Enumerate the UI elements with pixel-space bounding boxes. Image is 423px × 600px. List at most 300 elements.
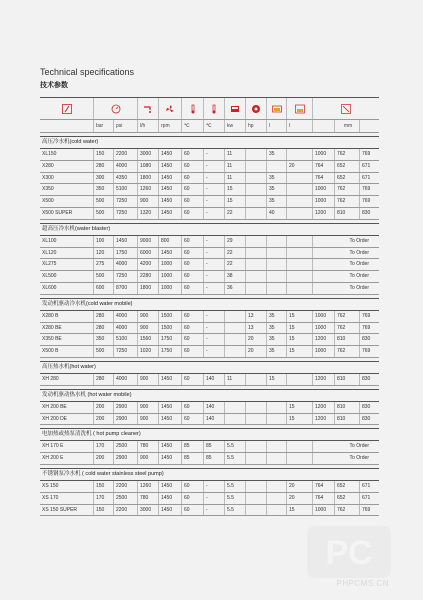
- pressure-gauge-icon: [93, 98, 137, 119]
- section-title: 超高压冷水机(water blaster): [40, 223, 379, 236]
- value-cell: To Order: [312, 453, 379, 464]
- value-cell: 7250: [113, 208, 137, 219]
- value-cell: 762: [334, 184, 359, 195]
- value-cell: 830: [359, 374, 379, 385]
- model-cell: X280: [42, 162, 54, 169]
- value-cell: 2200: [113, 505, 137, 516]
- value-cell: 200: [93, 453, 113, 464]
- value-cell: 769: [359, 184, 379, 195]
- value-cell: 60: [181, 283, 203, 294]
- value-cell: 2500: [113, 441, 137, 452]
- value-cell: 275: [93, 259, 113, 270]
- value-cell: 764: [312, 173, 334, 184]
- value-cell: [286, 149, 312, 160]
- oil-can-icon: [286, 98, 312, 119]
- value-cell: -: [203, 173, 224, 184]
- model-cell: X350 BE: [42, 336, 62, 343]
- table-row: [40, 173, 379, 185]
- table-row: [40, 414, 379, 426]
- value-cell: To Order: [312, 271, 379, 282]
- unit-cell: l: [266, 120, 286, 132]
- model-cell: XL600: [42, 284, 57, 291]
- value-cell: 2280: [137, 271, 158, 282]
- value-cell: 671: [359, 161, 379, 172]
- value-cell: 762: [334, 505, 359, 516]
- value-cell: 35: [266, 196, 286, 207]
- value-cell: 60: [181, 248, 203, 259]
- value-cell: -: [203, 236, 224, 247]
- value-cell: 900: [137, 196, 158, 207]
- value-cell: 810: [334, 208, 359, 219]
- table-row: [40, 441, 379, 453]
- value-cell: [224, 402, 245, 413]
- value-cell: 1000: [312, 311, 334, 322]
- section-title: 高压热水机(hot water): [40, 361, 379, 374]
- value-cell: 500: [93, 208, 113, 219]
- table-row: [40, 248, 379, 260]
- value-cell: [286, 453, 312, 464]
- unit-cell: [312, 120, 334, 132]
- table-row: [40, 271, 379, 283]
- value-cell: 85: [181, 441, 203, 452]
- model-cell: XS 150 SUPER: [42, 506, 78, 513]
- value-cell: 60: [181, 173, 203, 184]
- value-cell: 1450: [158, 414, 181, 425]
- model-cell: XL275: [42, 261, 57, 268]
- model-cell: X300: [42, 174, 54, 181]
- value-cell: 500: [93, 196, 113, 207]
- value-cell: 2500: [113, 493, 137, 504]
- value-cell: [224, 323, 245, 334]
- value-cell: [224, 334, 245, 345]
- value-cell: 1450: [158, 493, 181, 504]
- value-cell: [286, 173, 312, 184]
- value-cell: 60: [181, 334, 203, 345]
- value-cell: [266, 248, 286, 259]
- model-cell: XL100: [42, 237, 57, 244]
- pencil-icon: [40, 98, 93, 119]
- value-cell: 15: [286, 334, 312, 345]
- value-cell: -: [203, 248, 224, 259]
- value-cell: 1200: [312, 334, 334, 345]
- value-cell: 60: [181, 208, 203, 219]
- value-cell: 1450: [158, 481, 181, 492]
- value-cell: [224, 346, 245, 357]
- unit-cell: rpm: [158, 120, 181, 132]
- table-row: [40, 334, 379, 346]
- table-row: [40, 283, 379, 295]
- value-cell: [286, 441, 312, 452]
- value-cell: 800: [158, 236, 181, 247]
- value-cell: [245, 402, 266, 413]
- value-cell: [245, 236, 266, 247]
- value-cell: -: [203, 271, 224, 282]
- value-cell: 900: [137, 453, 158, 464]
- value-cell: 15: [286, 505, 312, 516]
- value-cell: 1750: [158, 334, 181, 345]
- value-cell: [286, 374, 312, 385]
- value-cell: 762: [334, 346, 359, 357]
- section-title: 发动机驱动热水机 (hot water mobile): [40, 389, 379, 402]
- value-cell: 671: [359, 481, 379, 492]
- unit-cell: ℃: [203, 120, 224, 132]
- value-cell: 769: [359, 196, 379, 207]
- value-cell: 1450: [158, 208, 181, 219]
- value-cell: 60: [181, 236, 203, 247]
- value-cell: -: [203, 323, 224, 334]
- table-row: [40, 374, 379, 386]
- value-cell: 8700: [113, 283, 137, 294]
- value-cell: [266, 259, 286, 270]
- table-row: [40, 346, 379, 358]
- unit-cell: kw: [224, 120, 245, 132]
- watermark-logo: [305, 524, 393, 580]
- watermark-text: PHPCMS.CN: [336, 579, 389, 588]
- table-row: [40, 481, 379, 493]
- value-cell: 1200: [312, 414, 334, 425]
- value-cell: -: [203, 161, 224, 172]
- model-cell: XL120: [42, 249, 57, 256]
- value-cell: 3000: [137, 505, 158, 516]
- model-cell: XL500: [42, 273, 57, 280]
- value-cell: 652: [334, 493, 359, 504]
- unit-cell: mm: [334, 120, 359, 132]
- value-cell: [266, 414, 286, 425]
- value-cell: 500: [93, 346, 113, 357]
- motor-icon: [224, 98, 245, 119]
- value-cell: 350: [93, 184, 113, 195]
- unit-cell: [40, 120, 93, 132]
- value-cell: 810: [334, 414, 359, 425]
- value-cell: 20: [245, 334, 266, 345]
- value-cell: 769: [359, 311, 379, 322]
- value-cell: 150: [93, 149, 113, 160]
- value-cell: 300: [93, 173, 113, 184]
- value-cell: [266, 453, 286, 464]
- value-cell: -: [203, 481, 224, 492]
- value-cell: 350: [93, 334, 113, 345]
- value-cell: 1000: [312, 323, 334, 334]
- value-cell: [286, 259, 312, 270]
- value-cell: 29: [224, 236, 245, 247]
- value-cell: [266, 161, 286, 172]
- model-cell: XH 170 E: [42, 443, 64, 450]
- value-cell: 830: [359, 414, 379, 425]
- value-cell: 5.5: [224, 493, 245, 504]
- value-cell: 5100: [113, 184, 137, 195]
- value-cell: 1450: [158, 248, 181, 259]
- value-cell: 810: [334, 334, 359, 345]
- value-cell: 60: [181, 481, 203, 492]
- value-cell: -: [203, 505, 224, 516]
- value-cell: 60: [181, 505, 203, 516]
- value-cell: 60: [181, 493, 203, 504]
- value-cell: 85: [203, 453, 224, 464]
- value-cell: 13: [245, 311, 266, 322]
- value-cell: 900: [137, 323, 158, 334]
- value-cell: 60: [181, 311, 203, 322]
- value-cell: 1450: [158, 374, 181, 385]
- value-cell: To Order: [312, 283, 379, 294]
- value-cell: 40: [266, 208, 286, 219]
- value-cell: 15: [286, 311, 312, 322]
- value-cell: [286, 184, 312, 195]
- value-cell: 280: [93, 374, 113, 385]
- value-cell: 1450: [158, 453, 181, 464]
- value-cell: 15: [224, 196, 245, 207]
- value-cell: [245, 149, 266, 160]
- value-cell: 4000: [113, 161, 137, 172]
- value-cell: 35: [266, 346, 286, 357]
- value-cell: 20: [286, 493, 312, 504]
- value-cell: To Order: [312, 441, 379, 452]
- value-cell: 7250: [113, 346, 137, 357]
- value-cell: 2200: [113, 481, 137, 492]
- value-cell: 140: [203, 374, 224, 385]
- value-cell: To Order: [312, 248, 379, 259]
- value-cell: 769: [359, 505, 379, 516]
- table-row: [40, 259, 379, 271]
- value-cell: 830: [359, 208, 379, 219]
- value-cell: 170: [93, 441, 113, 452]
- value-cell: To Order: [312, 259, 379, 270]
- section-title: 电加热或热泵清洗机 ( hot pump cleaner): [40, 428, 379, 441]
- value-cell: 120: [93, 248, 113, 259]
- value-cell: 1000: [312, 346, 334, 357]
- value-cell: [245, 481, 266, 492]
- value-cell: [286, 196, 312, 207]
- value-cell: [286, 208, 312, 219]
- value-cell: 60: [181, 346, 203, 357]
- value-cell: 762: [334, 149, 359, 160]
- sections-container: [40, 133, 379, 516]
- value-cell: 652: [334, 481, 359, 492]
- value-cell: 1560: [137, 334, 158, 345]
- value-cell: 2900: [113, 414, 137, 425]
- dimensions-icon: [312, 98, 379, 119]
- value-cell: 1320: [137, 208, 158, 219]
- value-cell: [266, 493, 286, 504]
- value-cell: 60: [181, 149, 203, 160]
- value-cell: [245, 505, 266, 516]
- value-cell: 85: [181, 453, 203, 464]
- value-cell: 38: [224, 271, 245, 282]
- value-cell: 1260: [137, 481, 158, 492]
- value-cell: 140: [203, 414, 224, 425]
- title-chinese: 技术参数: [40, 82, 68, 89]
- unit-cell: bar: [93, 120, 113, 132]
- value-cell: 1750: [158, 346, 181, 357]
- value-cell: 5.5: [224, 481, 245, 492]
- value-cell: 35: [266, 184, 286, 195]
- table-row: [40, 505, 379, 517]
- value-cell: 1200: [312, 374, 334, 385]
- unit-cell: hp: [245, 120, 266, 132]
- value-cell: 4000: [113, 323, 137, 334]
- spec-table: [40, 97, 379, 516]
- value-cell: 1450: [158, 402, 181, 413]
- value-cell: [245, 196, 266, 207]
- value-cell: 810: [334, 402, 359, 413]
- value-cell: 140: [203, 402, 224, 413]
- value-cell: 5.5: [224, 453, 245, 464]
- value-cell: 2200: [113, 149, 137, 160]
- value-cell: 5.5: [224, 441, 245, 452]
- value-cell: [245, 453, 266, 464]
- value-cell: 1000: [312, 184, 334, 195]
- value-cell: -: [203, 283, 224, 294]
- value-cell: 15: [286, 323, 312, 334]
- value-cell: 60: [181, 184, 203, 195]
- value-cell: 4000: [113, 374, 137, 385]
- value-cell: 15: [266, 374, 286, 385]
- value-cell: 11: [224, 161, 245, 172]
- value-cell: 36: [224, 283, 245, 294]
- model-cell: XH 200 DE: [42, 415, 68, 422]
- value-cell: 1000: [158, 271, 181, 282]
- engine-icon: [245, 98, 266, 119]
- value-cell: 5.5: [224, 505, 245, 516]
- value-cell: 35: [266, 334, 286, 345]
- value-cell: 1750: [113, 248, 137, 259]
- value-cell: 60: [181, 402, 203, 413]
- value-cell: 13: [245, 323, 266, 334]
- value-cell: -: [203, 208, 224, 219]
- model-cell: XH 200 E: [42, 455, 64, 462]
- value-cell: 1450: [158, 161, 181, 172]
- value-cell: 15: [286, 402, 312, 413]
- value-cell: [245, 493, 266, 504]
- unit-header-row: [40, 120, 379, 133]
- value-cell: 1000: [158, 283, 181, 294]
- model-cell: X500: [42, 198, 54, 205]
- value-cell: -: [203, 259, 224, 270]
- value-cell: 780: [137, 441, 158, 452]
- model-cell: X280 BE: [42, 324, 62, 331]
- value-cell: 1450: [158, 184, 181, 195]
- icon-header-row: [40, 98, 379, 120]
- table-row: [40, 196, 379, 208]
- value-cell: 150: [93, 481, 113, 492]
- value-cell: 764: [312, 481, 334, 492]
- value-cell: 60: [181, 414, 203, 425]
- value-cell: 60: [181, 161, 203, 172]
- table-row: [40, 184, 379, 196]
- value-cell: 20: [245, 346, 266, 357]
- value-cell: 9000: [137, 236, 158, 247]
- value-cell: 1450: [158, 441, 181, 452]
- value-cell: 1450: [158, 173, 181, 184]
- unit-cell: psi: [113, 120, 137, 132]
- value-cell: 1200: [312, 402, 334, 413]
- value-cell: 900: [137, 374, 158, 385]
- value-cell: [245, 283, 266, 294]
- value-cell: [266, 441, 286, 452]
- value-cell: 1800: [137, 283, 158, 294]
- value-cell: 652: [334, 161, 359, 172]
- value-cell: [245, 161, 266, 172]
- value-cell: 35: [266, 173, 286, 184]
- thermometer-cold-icon: [203, 98, 224, 119]
- value-cell: 830: [359, 402, 379, 413]
- value-cell: 780: [137, 493, 158, 504]
- value-cell: 11: [224, 173, 245, 184]
- value-cell: 11: [224, 374, 245, 385]
- value-cell: -: [203, 311, 224, 322]
- value-cell: [245, 184, 266, 195]
- table-row: [40, 149, 379, 161]
- value-cell: 22: [224, 259, 245, 270]
- value-cell: -: [203, 184, 224, 195]
- value-cell: 762: [334, 323, 359, 334]
- value-cell: [286, 236, 312, 247]
- model-cell: X500 B: [42, 348, 59, 355]
- model-cell: X500 SUPER: [42, 209, 73, 216]
- value-cell: [245, 414, 266, 425]
- value-cell: 1000: [312, 196, 334, 207]
- unit-cell: l: [286, 120, 312, 132]
- value-cell: 150: [93, 505, 113, 516]
- water-tap-icon: [137, 98, 158, 119]
- model-cell: XH 200 BE: [42, 403, 67, 410]
- value-cell: 5100: [113, 334, 137, 345]
- value-cell: [266, 283, 286, 294]
- value-cell: 1800: [137, 173, 158, 184]
- value-cell: [266, 236, 286, 247]
- value-cell: [245, 374, 266, 385]
- value-cell: 2900: [113, 453, 137, 464]
- value-cell: 1500: [158, 311, 181, 322]
- model-cell: XH 280: [42, 375, 59, 382]
- table-row: [40, 402, 379, 414]
- value-cell: 7250: [113, 271, 137, 282]
- model-cell: X280 B: [42, 312, 59, 319]
- value-cell: 280: [93, 323, 113, 334]
- value-cell: -: [203, 196, 224, 207]
- section-title: 高压冷水机(cold water): [40, 136, 379, 149]
- table-row: [40, 208, 379, 220]
- value-cell: 6000: [137, 248, 158, 259]
- value-cell: 900: [137, 311, 158, 322]
- table-row: [40, 311, 379, 323]
- value-cell: 1500: [158, 323, 181, 334]
- value-cell: 60: [181, 323, 203, 334]
- value-cell: 85: [203, 441, 224, 452]
- value-cell: 652: [334, 173, 359, 184]
- value-cell: 4200: [137, 259, 158, 270]
- value-cell: 60: [181, 196, 203, 207]
- value-cell: 769: [359, 149, 379, 160]
- table-row: [40, 236, 379, 248]
- value-cell: [286, 271, 312, 282]
- value-cell: 170: [93, 493, 113, 504]
- value-cell: 1000: [312, 505, 334, 516]
- value-cell: 900: [137, 414, 158, 425]
- value-cell: 280: [93, 311, 113, 322]
- fan-icon: [158, 98, 181, 119]
- value-cell: [245, 271, 266, 282]
- value-cell: 810: [334, 374, 359, 385]
- value-cell: 764: [312, 493, 334, 504]
- title-english: Technical specifications: [40, 67, 135, 77]
- value-cell: 500: [93, 271, 113, 282]
- value-cell: [266, 505, 286, 516]
- value-cell: 764: [312, 161, 334, 172]
- value-cell: 671: [359, 173, 379, 184]
- value-cell: 60: [181, 271, 203, 282]
- value-cell: 22: [224, 248, 245, 259]
- value-cell: 1200: [312, 208, 334, 219]
